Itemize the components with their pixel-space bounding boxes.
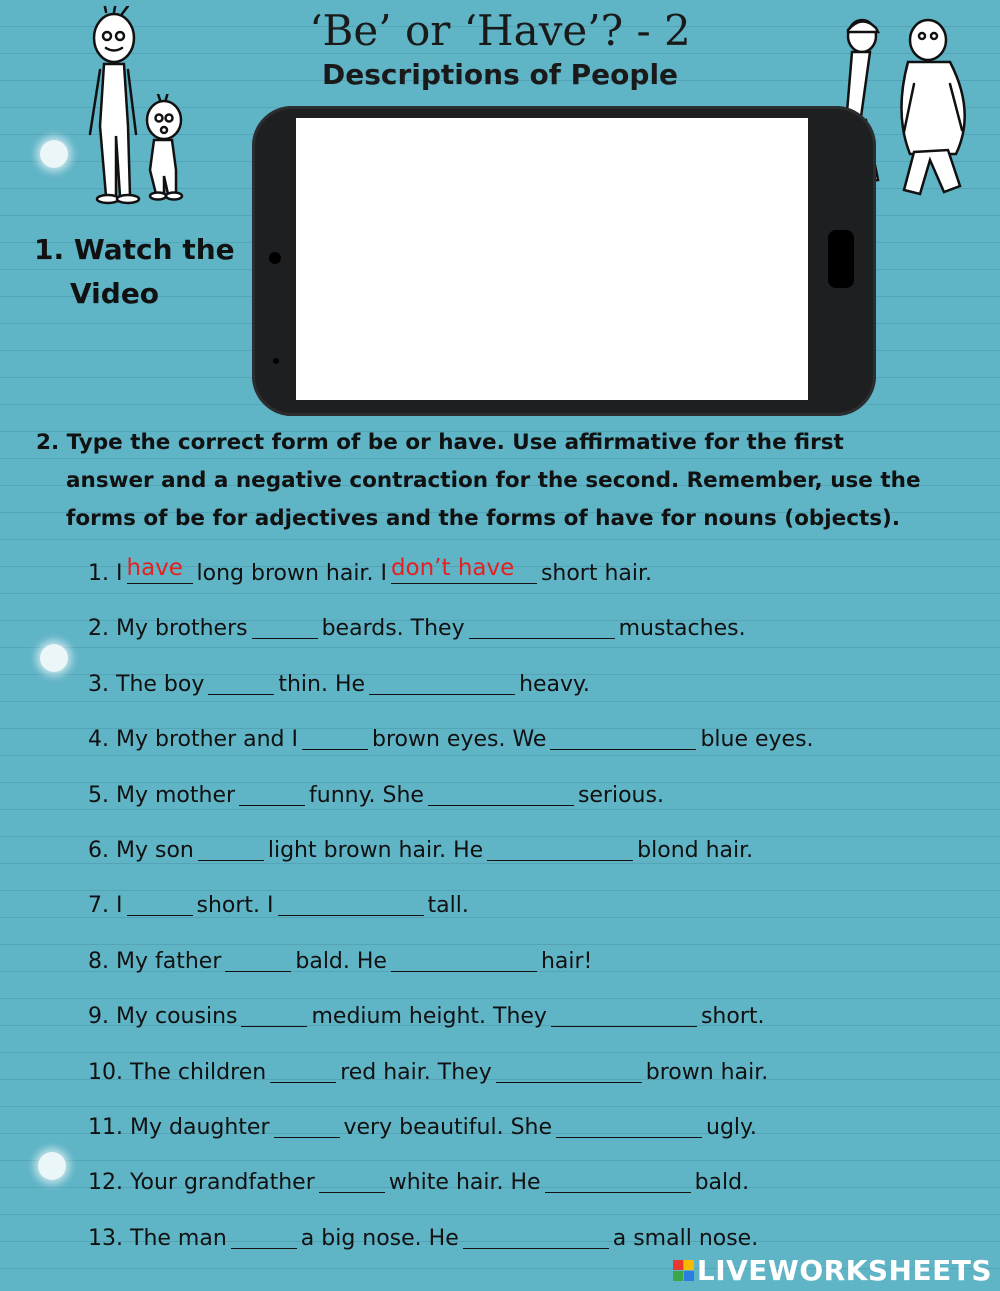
question-row <box>88 1051 968 1106</box>
binder-hole <box>40 644 68 672</box>
answer-blank-1[interactable] <box>127 553 193 584</box>
question-number: 2. <box>88 616 109 642</box>
answer-blank-2[interactable] <box>487 830 633 861</box>
question-text: red hair. They <box>340 1059 492 1085</box>
answer-blank-2[interactable] <box>551 996 697 1027</box>
short-boy-figure <box>138 94 198 204</box>
question-text: blond hair. <box>637 837 754 863</box>
question-number: 13. <box>88 1225 123 1251</box>
instructions-line: 2. Type the correct form of be or have. Use affirmative for the first <box>36 430 844 455</box>
question-text: My mother <box>116 782 236 808</box>
question-text: I <box>116 893 123 919</box>
answer-blank-1[interactable] <box>274 1107 340 1138</box>
watch-video-line1: 1. Watch the <box>34 233 235 266</box>
question-row <box>88 663 968 718</box>
video-player[interactable] <box>296 118 808 400</box>
liveworksheets-logo-icon <box>673 1260 694 1281</box>
smartphone-frame <box>252 106 876 416</box>
question-number: 5. <box>88 782 109 808</box>
answer-blank-2[interactable] <box>391 941 537 972</box>
answer-blank-1[interactable] <box>231 1218 297 1249</box>
answer-text: don’t have <box>390 555 515 581</box>
question-text: short. I <box>196 893 274 919</box>
answer-blank-2[interactable] <box>496 1052 642 1083</box>
question-text: long brown hair. I <box>196 561 387 586</box>
question-text: My cousins <box>116 1004 238 1030</box>
instructions <box>36 424 976 538</box>
answer-blank-2[interactable] <box>463 1218 609 1249</box>
answer-blank-2[interactable] <box>391 553 537 584</box>
instructions-line: forms of be for adjectives and the forms of have for nouns (objects). <box>66 506 901 531</box>
question-text: light brown hair. He <box>267 837 484 863</box>
answer-blank-1[interactable] <box>319 1162 385 1193</box>
question-text: a small nose. <box>612 1225 759 1251</box>
question-text: brown hair. <box>645 1059 769 1085</box>
question-row <box>88 1161 968 1216</box>
question-number: 8. <box>88 948 109 974</box>
question-row <box>88 774 968 829</box>
question-text: bald. <box>694 1170 750 1196</box>
question-row <box>88 718 968 773</box>
question-number: 12. <box>88 1170 123 1196</box>
question-text: tall. <box>427 893 469 919</box>
question-text: funny. She <box>309 782 424 808</box>
question-text: My son <box>116 837 194 863</box>
question-text: heavy. <box>519 671 590 697</box>
phone-home-button <box>828 230 854 288</box>
watch-video-label <box>34 228 235 316</box>
watch-video-line2: Video <box>70 277 160 310</box>
question-number: 7. <box>88 893 109 919</box>
question-text: a big nose. He <box>300 1225 459 1251</box>
answer-blank-1[interactable] <box>241 996 307 1027</box>
question-text: very beautiful. She <box>343 1114 553 1140</box>
answer-blank-2[interactable] <box>550 719 696 750</box>
answer-blank-2[interactable] <box>369 664 515 695</box>
answer-blank-2[interactable] <box>545 1162 691 1193</box>
answer-blank-2[interactable] <box>556 1107 702 1138</box>
instructions-line: answer and a negative contraction for the second. Remember, use the <box>66 468 921 493</box>
answer-blank-2[interactable] <box>469 608 615 639</box>
question-text: blue eyes. <box>700 727 814 753</box>
answer-blank-1[interactable] <box>239 775 305 806</box>
page-subtitle: Descriptions of People <box>321 58 679 91</box>
page-title: ‘Be’ or ‘Have’? - 2 <box>309 6 691 55</box>
question-text: My daughter <box>130 1114 270 1140</box>
answer-blank-1[interactable] <box>208 664 274 695</box>
question-row <box>88 995 968 1050</box>
liveworksheets-logo[interactable] <box>673 1254 992 1287</box>
answer-blank-1[interactable] <box>225 941 291 972</box>
question-row <box>88 552 968 607</box>
binder-hole <box>38 1152 66 1180</box>
question-number: 1. <box>88 561 109 586</box>
question-number: 6. <box>88 837 109 863</box>
question-row <box>88 884 968 939</box>
answer-blank-2[interactable] <box>278 885 424 916</box>
question-text: thin. He <box>278 671 366 697</box>
phone-camera-dot <box>269 252 281 264</box>
question-number: 4. <box>88 727 109 753</box>
question-text: Your grandfather <box>130 1170 315 1196</box>
question-text: brown eyes. We <box>372 727 547 753</box>
question-text: mustaches. <box>618 616 746 642</box>
answer-text: have <box>126 555 183 581</box>
question-text: My brothers <box>116 616 248 642</box>
question-text: white hair. He <box>388 1170 541 1196</box>
question-row <box>88 940 968 995</box>
question-text: short. <box>700 1004 765 1030</box>
liveworksheets-logo-text: LIVEWORKSHEETS <box>696 1254 992 1287</box>
question-number: 9. <box>88 1004 109 1030</box>
question-text: bald. He <box>295 948 387 974</box>
question-number: 11. <box>88 1114 123 1140</box>
question-text: short hair. <box>540 561 653 586</box>
answer-blank-1[interactable] <box>252 608 318 639</box>
phone-sensor-dot <box>273 358 279 364</box>
question-text: The boy <box>116 671 205 697</box>
question-row <box>88 829 968 884</box>
binder-hole <box>40 140 68 168</box>
question-list <box>88 552 968 1272</box>
answer-blank-1[interactable] <box>198 830 264 861</box>
answer-blank-2[interactable] <box>428 775 574 806</box>
question-text: hair! <box>540 948 593 974</box>
question-text: beards. They <box>321 616 465 642</box>
question-text: My father <box>116 948 222 974</box>
question-text: My brother and I <box>116 727 298 753</box>
question-text: serious. <box>577 782 664 808</box>
answer-blank-1[interactable] <box>270 1052 336 1083</box>
question-text: I <box>116 561 123 586</box>
answer-blank-1[interactable] <box>302 719 368 750</box>
question-row <box>88 607 968 662</box>
question-number: 3. <box>88 671 109 697</box>
question-text: ugly. <box>706 1114 757 1140</box>
question-text: The man <box>130 1225 227 1251</box>
question-text: The children <box>130 1059 267 1085</box>
question-number: 10. <box>88 1059 123 1085</box>
question-text: medium height. They <box>311 1004 547 1030</box>
question-row <box>88 1106 968 1161</box>
answer-blank-1[interactable] <box>127 885 193 916</box>
